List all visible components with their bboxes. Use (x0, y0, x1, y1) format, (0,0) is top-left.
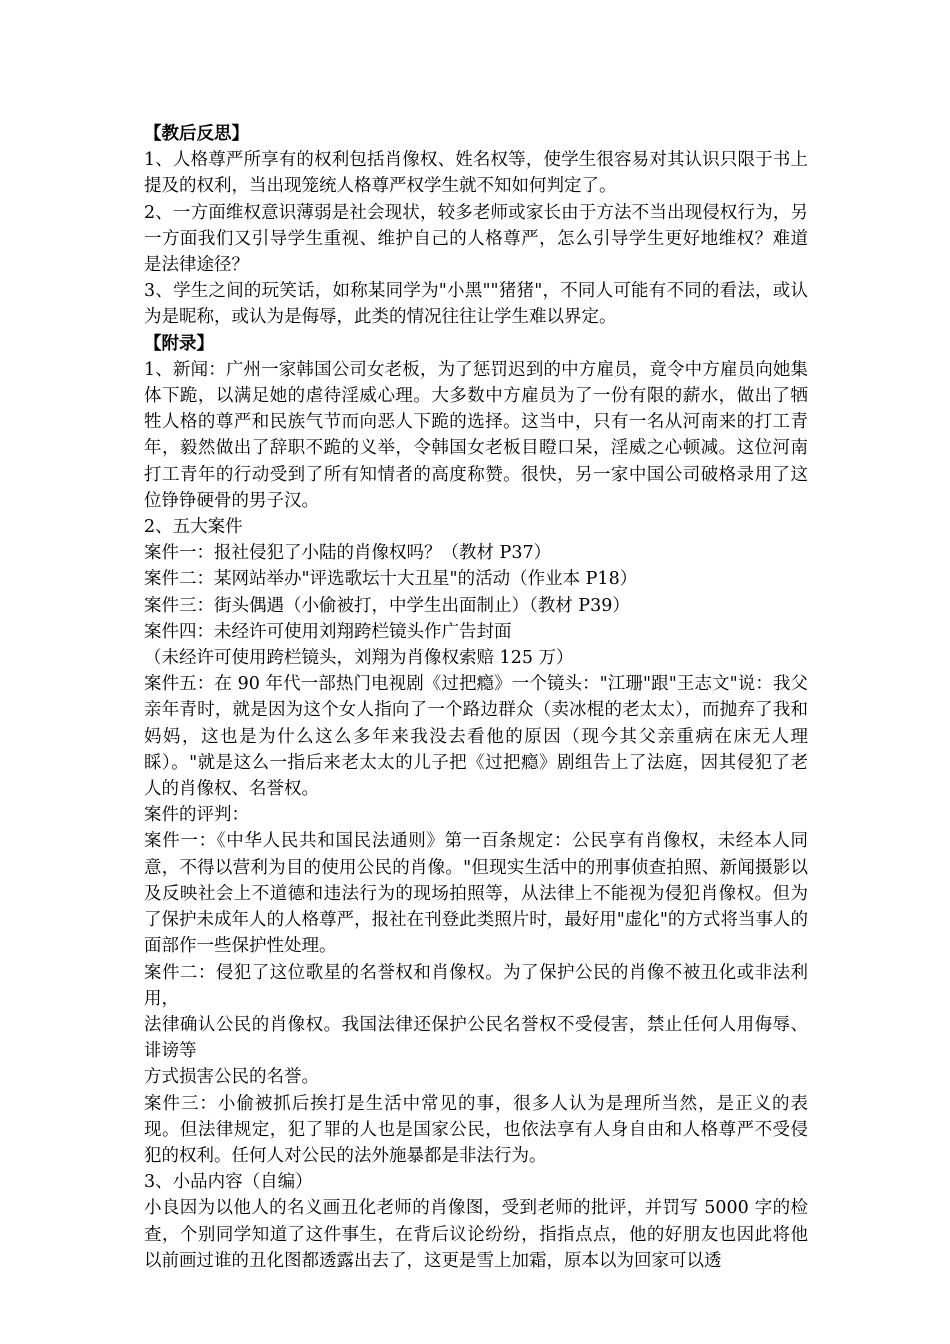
case-4-note: （未经许可使用跨栏镜头，刘翔为肖像权索赔 125 万） (144, 648, 574, 669)
reflection-item-3: 3、学生之间的玩笑话，如称某同学为"小黑""猪猪"，不同人可能有不同的看法，或认为是昵称，或认为是侮辱，此类的情况往往让学生难以界定。 (144, 281, 808, 328)
cases-heading: 2、五大案件 (144, 517, 243, 538)
judgement-2-line-3: 方式损害公民的名誉。 (144, 1067, 319, 1088)
judgement-2-line-2: 法律确认公民的肖像权。我国法律还保护公民名誉权不受侵害，禁止任何人用侮辱、诽谤等 (144, 1014, 808, 1062)
skit-heading: 3、小品内容（自编） (144, 1172, 313, 1193)
case-judgement-heading: 案件的评判： (144, 805, 249, 826)
case-5: 案件五：在 90 年代一部热门电视剧《过把瘾》一个镜头："江珊"跟"王志文"说：我父亲年青时，就是因为这个女人指向了一个路边群众（卖冰棍的老太太），而抛弃了我和妈妈，这也是为什么这么多年来我没去看他的原因（现今其父亲重病在床无人理睬）。"就是这么一指后来老太太的儿子把《过把瘾》剧组告上了法庭，因其侵犯了老人的肖像权、名誉权。 (144, 674, 808, 800)
case-3: 案件三：街头偶遇（小偷被打，中学生出面制止）（教材 P39） (144, 595, 630, 616)
document-body (144, 121, 808, 1274)
skit-content: 小良因为以他人的名义画丑化老师的肖像图，受到老师的批评，并罚写 5000 字的检查，个别同学知道了这件事生，在背后议论纷纷，指指点点，他的好朋友也因此将他以前画过谁的丑化图都透露出去了，这更是雪上加霜，原本以为回家可以透 (144, 1198, 808, 1271)
judgement-1: 案件一：《中华人民共和国民法通则》第一百条规定：公民享有肖像权，未经本人同意，不得以营利为目的使用公民的肖像。"但现实生活中的刑事侦查拍照、新闻摄影以及反映社会上不道德和违法行为的现场拍照等，从法律上不能视为侵犯肖像权。但为了保护未成年人的人格尊严，报社在刊登此类照片时，最好用"虚化"的方式将当事人的面部作一些保护性处理。 (144, 831, 808, 957)
reflection-item-2: 2、一方面维权意识薄弱是社会现状，较多老师或家长由于方法不当出现侵权行为，另一方面我们又引导学生重视、维护自己的人格尊严，怎么引导学生更好地维权？难道是法律途径？ (144, 202, 808, 276)
case-1: 案件一：报社侵犯了小陆的肖像权吗？（教材 P37） (144, 543, 552, 564)
case-2: 案件二：某网站举办"评选歌坛十大丑星"的活动（作业本 P18） (144, 569, 638, 590)
reflection-heading: 【教后反思】 (144, 124, 249, 144)
appendix-heading: 【附录】 (144, 333, 214, 354)
appendix-news: 1、新闻：广州一家韩国公司女老板，为了惩罚迟到的中方雇员，竟令中方雇员向她集体下跪，以满足她的虐待淫威心理。大多数中方雇员为了一份有限的薪水，做出了牺牲人格的尊严和民族气节而向恶人下跪的选择。这当中，只有一名从河南来的打工青年，毅然做出了辞职不跪的义举，令韩国女老板目瞪口呆，淫威之心顿减。这位河南打工青年的行动受到了所有知情者的高度称赞。很快，另一家中国公司破格录用了这位铮铮硬骨的男子汉。 (144, 359, 808, 511)
judgement-3: 案件三：小偷被抓后挨打是生活中常见的事，很多人认为是理所当然，是正义的表现。但法律规定，犯了罪的人也是国家公民，也依法享有人身自由和人格尊严不受侵犯的权利。任何人对公民的法外施暴都是非法行为。 (144, 1093, 808, 1166)
judgement-2-line-1: 案件二：侵犯了这位歌星的名誉权和肖像权。为了保护公民的肖像不被丑化或非法利用， (144, 962, 808, 1009)
reflection-item-1: 1、人格尊严所享有的权利包括肖像权、姓名权等，使学生很容易对其认识只限于书上提及的权利，当出现笼统人格尊严权学生就不知如何判定了。 (144, 150, 808, 197)
case-4: 案件四：未经许可使用刘翔跨栏镜头作广告封面 (144, 621, 512, 642)
